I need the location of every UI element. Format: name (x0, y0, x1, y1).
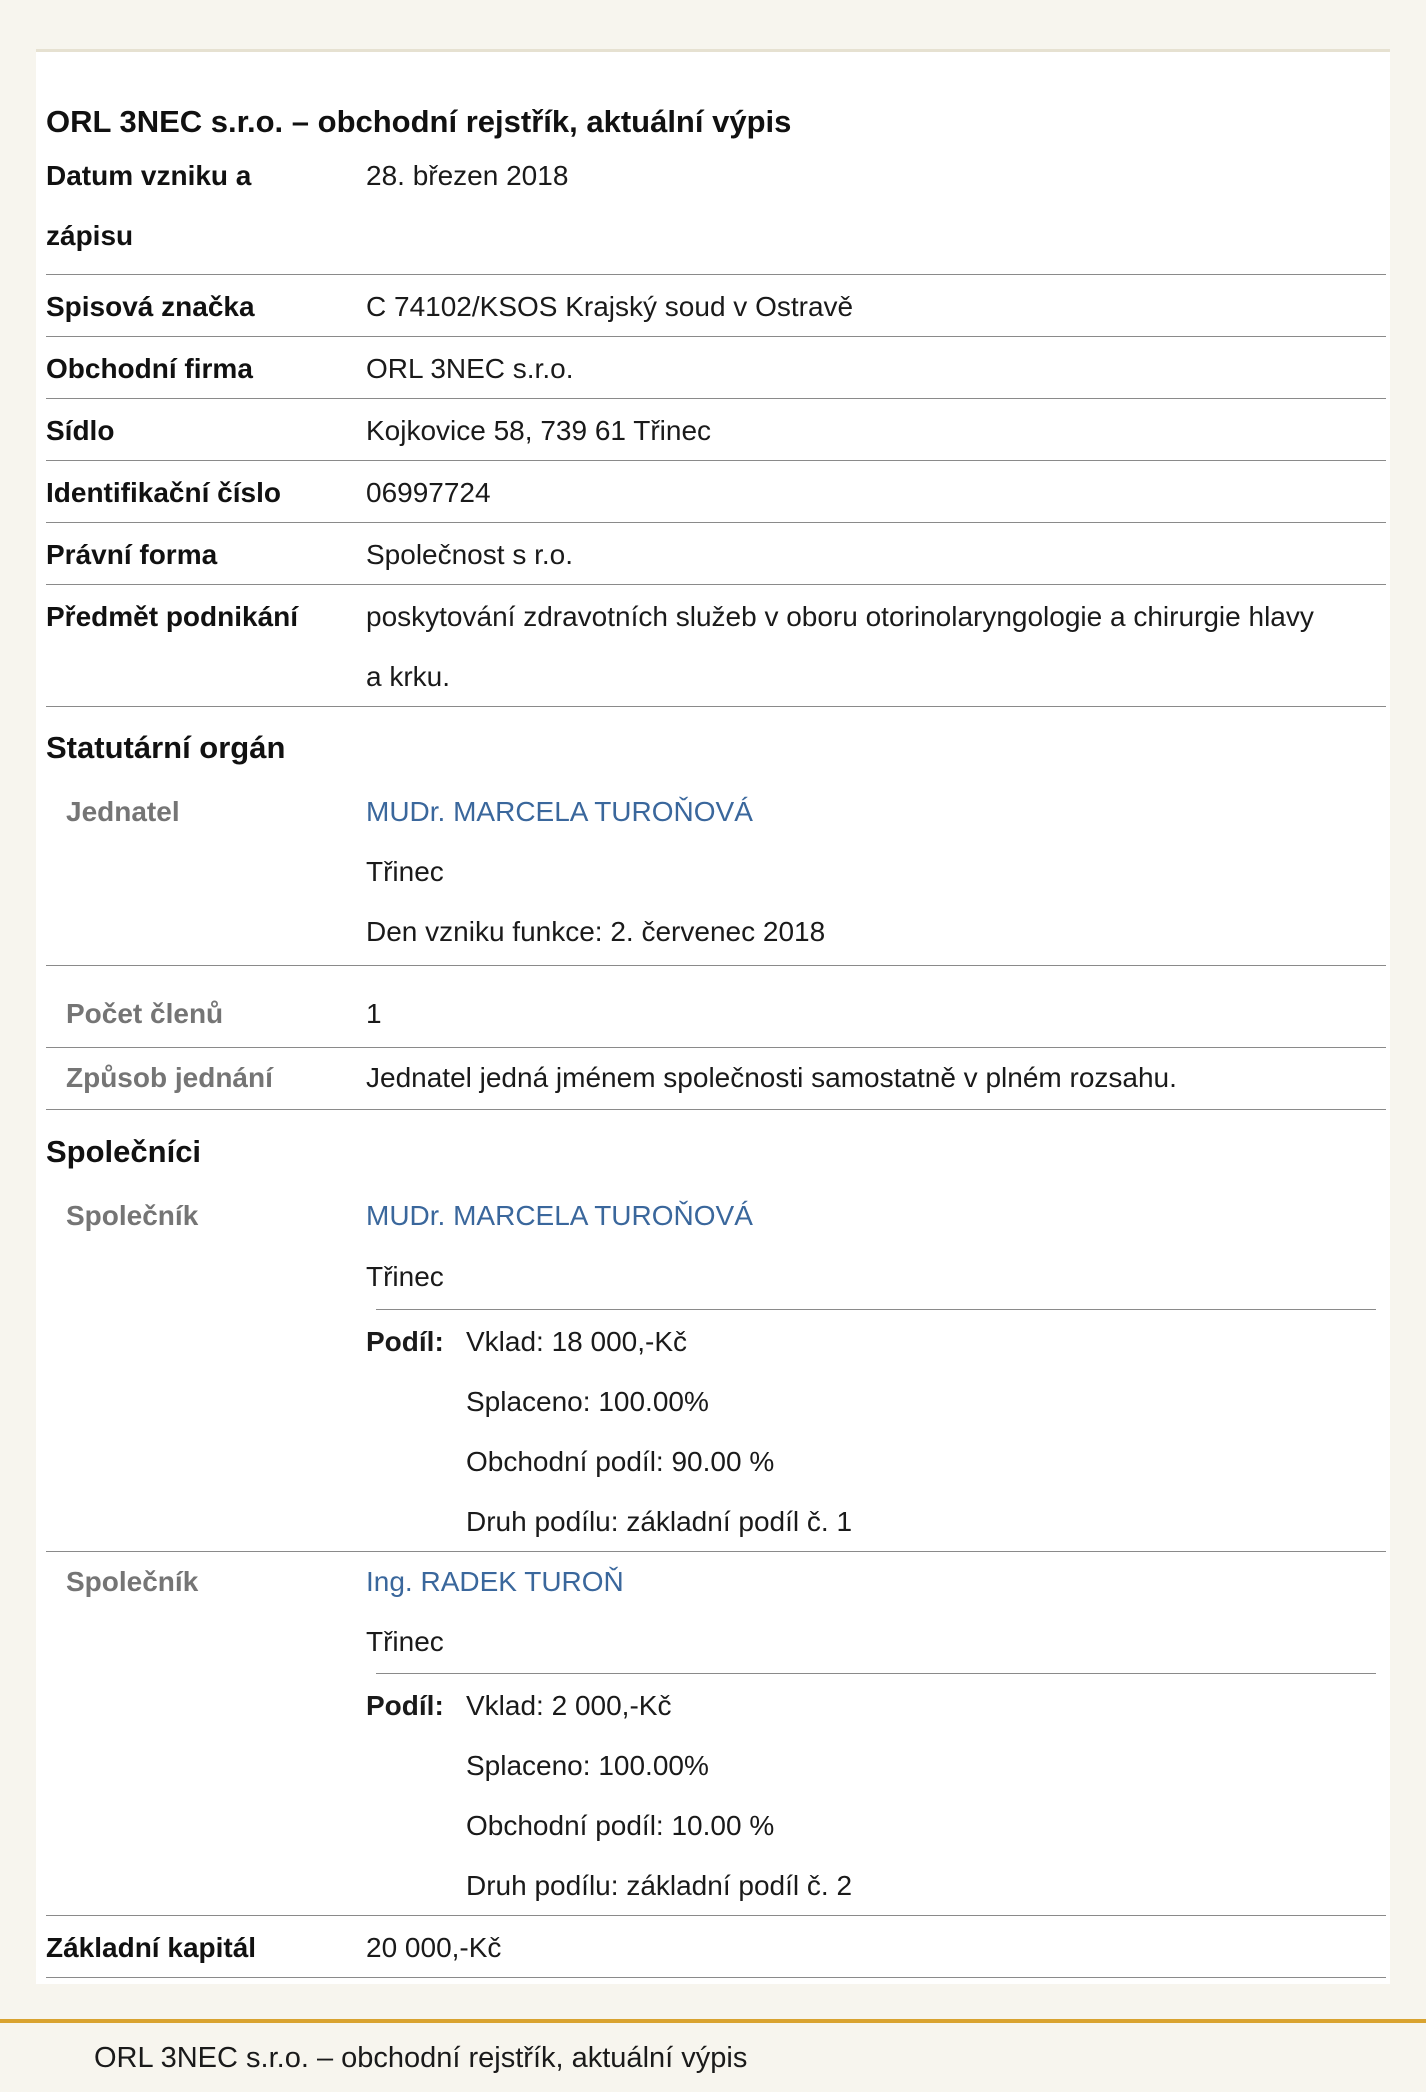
field-value: 28. březen 2018 (366, 160, 569, 191)
field-row-company-name (46, 337, 1386, 399)
function-start: Den vzniku funkce: 2. červenec 2018 (366, 916, 826, 947)
section-heading-partners: Společníci (46, 1134, 202, 1169)
page-title: ORL 3NEC s.r.o. – obchodní rejstřík, aktuální výpis (46, 104, 792, 139)
share-label: Podíl: (366, 1690, 444, 1721)
divider (376, 1673, 1376, 1674)
field-row-id-number (46, 461, 1386, 523)
section-heading-statutory: Statutární orgán (46, 730, 286, 765)
field-row-seat (46, 399, 1386, 461)
field-label: Spisová značka (46, 291, 255, 322)
share-business: Obchodní podíl: 90.00 % (466, 1446, 775, 1477)
field-row-business-subject (46, 585, 1386, 707)
person-link[interactable]: Ing. RADEK TUROŇ (366, 1566, 624, 1597)
person-link[interactable]: MUDr. MARCELA TUROŇOVÁ (366, 796, 753, 827)
person-city: Třinec (366, 1261, 444, 1292)
field-value: 20 000,-Kč (366, 1932, 502, 1963)
role-label: Jednatel (66, 796, 180, 827)
field-value: Jednatel jedná jménem společnosti samostatně v plném rozsahu. (366, 1062, 1177, 1093)
acting-manner-row (46, 1048, 1386, 1110)
field-label: zápisu (46, 220, 134, 251)
field-row-file-number (46, 275, 1386, 337)
field-label: Způsob jednání (66, 1062, 273, 1093)
field-value: poskytování zdravotních služeb v oboru otorinolaryngologie a chirurgie hlavy (366, 601, 1314, 632)
field-label: Identifikační číslo (46, 477, 281, 508)
statutory-executive-row (46, 782, 1386, 966)
field-value: Kojkovice 58, 739 61 Třinec (366, 415, 712, 446)
partner-row (46, 1186, 1386, 1552)
field-row-legal-form (46, 523, 1386, 585)
share-label: Podíl: (366, 1326, 444, 1357)
field-value: a krku. (366, 661, 451, 692)
role-label: Společník (66, 1200, 199, 1231)
footer-accent-line (0, 2019, 1426, 2023)
field-value: 06997724 (366, 477, 491, 508)
field-label: Předmět podnikání (46, 601, 299, 632)
share-business: Obchodní podíl: 10.00 % (466, 1810, 775, 1841)
share-type: Druh podílu: základní podíl č. 2 (466, 1870, 853, 1901)
person-city: Třinec (366, 1626, 444, 1657)
share-deposit: Vklad: 18 000,-Kč (466, 1326, 688, 1357)
field-value: 1 (366, 998, 382, 1029)
share-paid: Splaceno: 100.00% (466, 1386, 709, 1417)
field-label: Základní kapitál (46, 1932, 257, 1963)
field-row-date (46, 146, 1386, 275)
field-label: Právní forma (46, 539, 218, 570)
field-value: C 74102/KSOS Krajský soud v Ostravě (366, 291, 854, 322)
divider (376, 1309, 1376, 1310)
members-count-row (46, 966, 1386, 1048)
field-value: Společnost s r.o. (366, 539, 574, 570)
field-label: Obchodní firma (46, 353, 253, 384)
person-link[interactable]: MUDr. MARCELA TUROŇOVÁ (366, 1200, 753, 1231)
footer-title: ORL 3NEC s.r.o. – obchodní rejstřík, aktuální výpis (94, 2042, 748, 2074)
field-label: Sídlo (46, 415, 115, 446)
share-deposit: Vklad: 2 000,-Kč (466, 1690, 672, 1721)
person-city: Třinec (366, 856, 444, 887)
role-label: Společník (66, 1566, 199, 1597)
field-value: ORL 3NEC s.r.o. (366, 353, 574, 384)
field-label: Datum vzniku a (46, 160, 252, 191)
registry-extract (36, 52, 1390, 1984)
share-paid: Splaceno: 100.00% (466, 1750, 709, 1781)
partner-row (46, 1552, 1386, 1916)
field-row-capital (46, 1916, 1386, 1978)
field-label: Počet členů (66, 998, 224, 1029)
share-type: Druh podílu: základní podíl č. 1 (466, 1506, 853, 1537)
